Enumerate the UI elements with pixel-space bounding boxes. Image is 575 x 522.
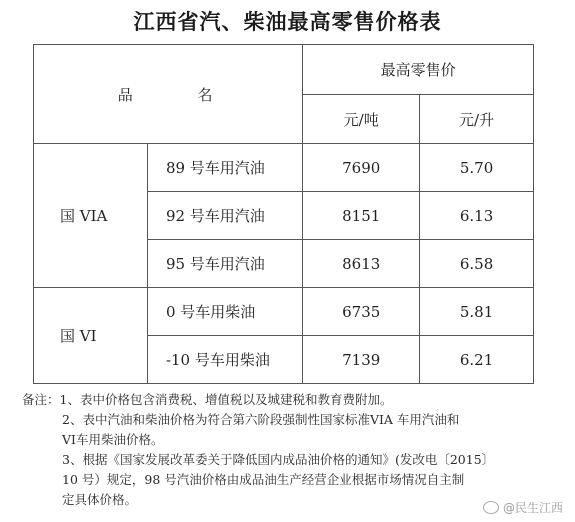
standard-cell xyxy=(34,288,148,384)
price-per-liter: 6.58 xyxy=(420,240,534,288)
notes-label: 备注： xyxy=(22,392,60,407)
price-per-liter: 5.70 xyxy=(420,144,534,192)
standard-label: 国 VI xyxy=(60,327,97,345)
page-title: 江西省汽、柴油最高零售价格表 xyxy=(133,9,442,34)
note-line: VI车用柴油价格。 xyxy=(62,432,164,447)
product-name-cell xyxy=(147,144,302,192)
standard-label: 国 VIA xyxy=(60,207,108,225)
header-unit-liter: 元/升 xyxy=(420,95,534,144)
product-name-cell xyxy=(147,192,302,240)
header-unit-ton: 元/吨 xyxy=(303,95,420,144)
price-per-liter: 5.81 xyxy=(420,288,534,336)
note-line: 10 号）规定，98 号汽油价格由成品油生产经营企业根据市场情况自主制 xyxy=(62,472,465,487)
note-line xyxy=(22,390,552,410)
note-line: 3、根据《国家发展改革委关于降低国内成品油价格的通知》(发改电〔2015〕 xyxy=(62,452,495,467)
price-per-ton: 7139 xyxy=(303,336,420,384)
price-per-liter: 6.21 xyxy=(420,336,534,384)
price-per-liter: 6.13 xyxy=(420,192,534,240)
table-row xyxy=(34,144,534,192)
note-line: 定具体价格。 xyxy=(62,492,138,507)
product-name: -10 号车用柴油 xyxy=(165,351,270,369)
table-row xyxy=(34,288,534,336)
standard-cell xyxy=(34,144,148,288)
product-name: 89 号车用汽油 xyxy=(165,159,265,177)
product-name-cell xyxy=(147,336,302,384)
weibo-watermark xyxy=(483,499,563,516)
weibo-icon xyxy=(483,501,499,514)
product-name: 0 号车用柴油 xyxy=(165,303,256,321)
price-table xyxy=(33,44,534,384)
price-per-ton: 8151 xyxy=(303,192,420,240)
notes-section xyxy=(22,390,552,510)
note-line: 2、表中汽油和柴油价格为符合第六阶段强制性国家标准VIA 车用汽油和 xyxy=(62,412,460,427)
product-name: 95 号车用汽油 xyxy=(165,255,265,273)
header-max-retail-price: 最高零售价 xyxy=(303,45,534,95)
note-text: 1、表中价格包含消费税、增值税以及城建税和教育费附加。 xyxy=(59,392,393,407)
price-per-ton: 8613 xyxy=(303,240,420,288)
product-name-cell xyxy=(147,240,302,288)
table-header-row xyxy=(34,45,534,95)
product-name-cell xyxy=(147,288,302,336)
product-name: 92 号车用汽油 xyxy=(165,207,265,225)
watermark-text: @民生江西 xyxy=(502,501,563,515)
header-product-name: 品 名 xyxy=(34,45,303,144)
price-per-ton: 7690 xyxy=(303,144,420,192)
price-per-ton: 6735 xyxy=(303,288,420,336)
